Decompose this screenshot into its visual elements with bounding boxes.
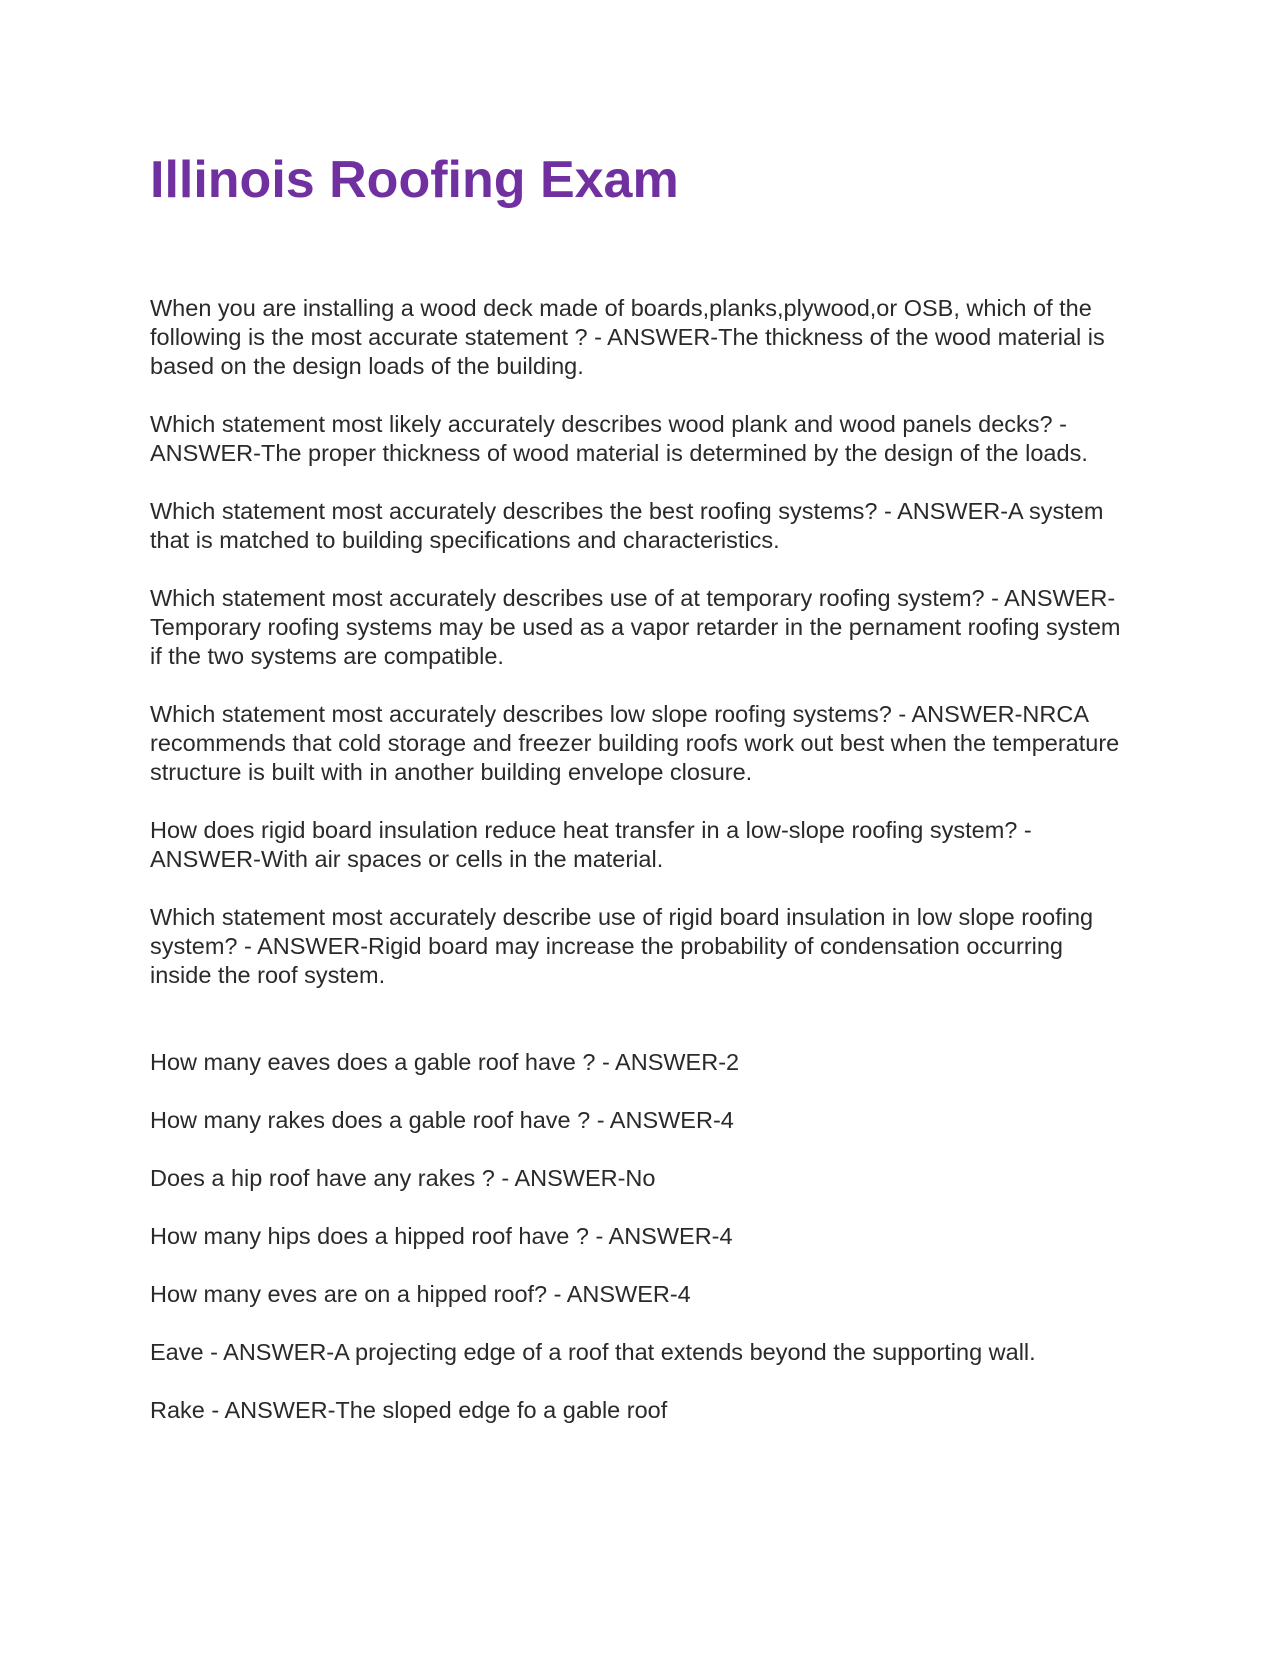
qa-entry: How does rigid board insulation reduce heat transfer in a low-slope roofing system? - ANSWER-With air spaces or cells in the material. [150,817,1032,872]
qa-entry: How many eaves does a gable roof have ? - ANSWER-2 [150,1049,740,1075]
qa-entry: Eave - ANSWER-A projecting edge of a roof that extends beyond the supporting wall. [150,1339,1036,1365]
qa-entry: When you are installing a wood deck made of boards,planks,plywood,or OSB, which of the following is the most accurate statement ? - ANSWER-The thickness of the wood material is based on the design loads of the building. [150,295,1105,379]
qa-list [150,294,1130,1454]
qa-entry: Rake - ANSWER-The sloped edge fo a gable roof [150,1397,668,1423]
qa-entry: Does a hip roof have any rakes ? - ANSWER-No [150,1165,656,1191]
qa-entry: Which statement most accurately describe use of rigid board insulation in low slope roofing system? - ANSWER-Rigid board may increase the probability of condensation occurring inside the roof system. [150,904,1094,988]
qa-entry: How many rakes does a gable roof have ? - ANSWER-4 [150,1107,734,1133]
qa-entry: Which statement most accurately describes the best roofing systems? - ANSWER-A system that is matched to building specifications and characteristics. [150,498,1104,553]
qa-entry: How many eves are on a hipped roof? - ANSWER-4 [150,1281,691,1307]
document-title: Illinois Roofing Exam [150,151,679,209]
qa-entry: Which statement most accurately describes use of at temporary roofing system? - ANSWER-Temporary roofing systems may be used as a vapor retarder in the pernament roofing system if the two systems are compatible. [150,585,1121,669]
qa-entry: Which statement most likely accurately describes wood plank and wood panels decks? - ANSWER-The proper thickness of wood material is determined by the design of the loads. [150,411,1088,466]
qa-entry: How many hips does a hipped roof have ? - ANSWER-4 [150,1223,733,1249]
qa-entry: Which statement most accurately describes low slope roofing systems? - ANSWER-NRCA recommends that cold storage and freezer building roofs work out best when the temperature structure is built with in another building envelope closure. [150,701,1120,785]
